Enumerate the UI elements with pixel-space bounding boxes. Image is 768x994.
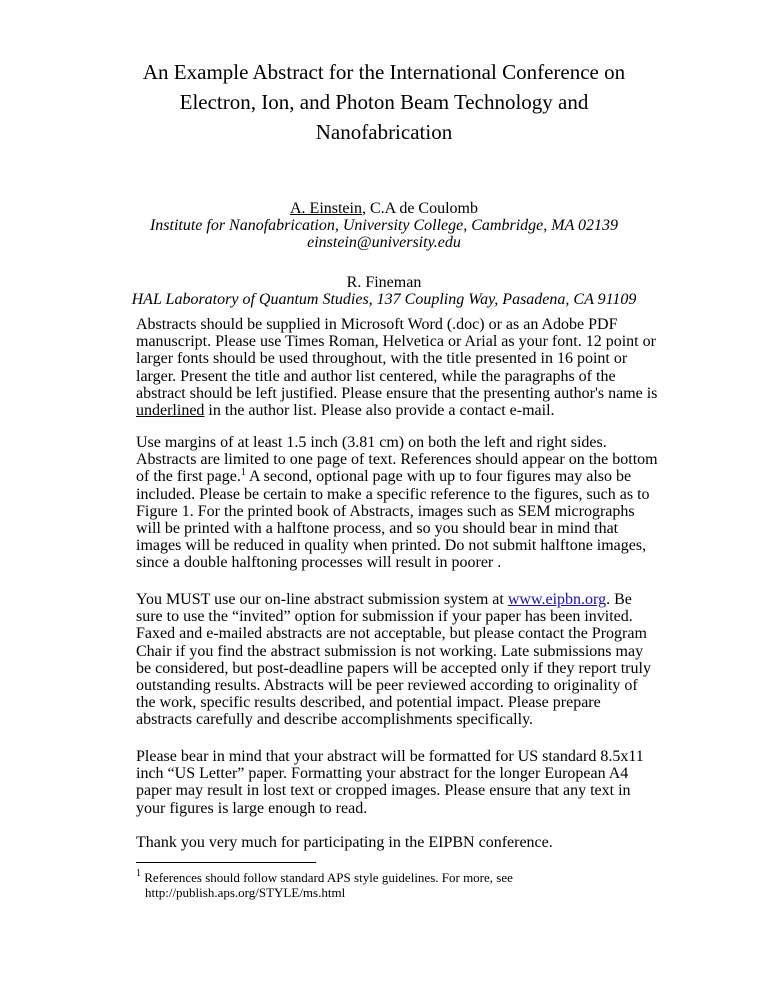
text-line: Abstracts are limited to one page of text. References should appear on the bottom <box>136 451 658 469</box>
footnote-mark: 1 <box>136 868 141 879</box>
text-line <box>136 468 676 485</box>
text-line: images will be reduced in quality when printed. Do not submit halftone images, <box>136 537 647 555</box>
text-line: Please bear in mind that your abstract will be formatted for US standard 8.5x11 <box>136 748 644 765</box>
text-line: outstanding results. Abstracts will be peer reviewed according to originality of <box>136 677 638 695</box>
text-line: the work, specific results described, and potential impact. Please prepare <box>136 694 601 712</box>
eipbn-link[interactable]: www.eipbn.org <box>507 591 607 608</box>
text-segment: References should follow standard APS style guidelines. For more, see <box>141 870 513 885</box>
text-line: larger. Present the title and author list centered, while the paragraphs of the <box>136 367 616 385</box>
text-line: manuscript. Please use Times Roman, Helvetica or Arial as your font. 12 point or <box>136 333 656 351</box>
footnote-divider <box>136 862 316 863</box>
text-line: your figures is large enough to read. <box>136 799 368 817</box>
title-line: An Example Abstract for the International Conference on <box>142 60 626 84</box>
text-line: included. Please be certain to make a specific reference to the figures, such as to <box>136 485 650 503</box>
paragraph-4 <box>136 748 676 817</box>
text-line: Chair if you find the abstract submission is not working. Late submissions may <box>136 642 644 660</box>
text-line: paper may result in lost text or cropped images. Please ensure that any text in <box>136 782 631 800</box>
paragraph-3 <box>136 591 676 729</box>
paragraph-1 <box>136 316 676 419</box>
footnote-reference[interactable]: 1 <box>240 467 246 479</box>
text-segment: A second, optional page with up to four figures may also be <box>245 468 632 486</box>
page-title <box>0 57 768 147</box>
footnote-url: http://publish.aps.org/STYLE/ms.html <box>145 885 346 900</box>
text-line: abstracts carefully and describe accomplishments specifically. <box>136 711 534 729</box>
text-line: Faxed and e-mailed abstracts are not acceptable, but please contact the Program <box>136 625 647 643</box>
text-line: Abstracts should be supplied in Microsoft Word (.doc) or as an Adobe PDF <box>136 316 618 333</box>
text-line: sure to use the “invited” option for submission if your paper has been invited. <box>136 608 633 626</box>
text-line <box>136 402 676 419</box>
underlined-word: underlined <box>136 402 205 420</box>
affiliation: HAL Laboratory of Quantum Studies, 137 Coupling Way, Pasadena, CA 91109 <box>131 291 637 309</box>
text-line <box>136 591 676 608</box>
author-name: R. Fineman <box>346 274 422 291</box>
text-segment: . Be <box>606 591 632 608</box>
author-list <box>0 200 768 217</box>
footnote <box>136 870 513 900</box>
thanks-paragraph <box>136 834 676 851</box>
text-line: be considered, but post-deadline papers will be accepted only if they report truly <box>136 659 651 677</box>
author-block-1 <box>0 200 768 252</box>
presenting-author: A. Einstein <box>289 200 362 217</box>
text-segment: You MUST use our on-line abstract submission system at <box>136 591 508 608</box>
text-line: Figure 1. For the printed book of Abstracts, images such as SEM micrographs <box>136 502 635 520</box>
footnote-line <box>136 870 513 885</box>
text-line: inch “US Letter” paper. Formatting your abstract for the longer European A4 <box>136 765 629 783</box>
text-segment: in the author list. Please also provide a contact e-mail. <box>204 402 555 420</box>
title-line: Electron, Ion, and Photon Beam Technology and <box>179 90 589 114</box>
title-line: Nanofabrication <box>315 120 453 144</box>
text-line: since a double halftoning processes will result in poorer . <box>136 554 502 572</box>
affiliation: Institute for Nanofabrication, University College, Cambridge, MA 02139 <box>149 217 619 235</box>
text-segment: of the first page. <box>136 468 241 486</box>
author-block-2 <box>0 274 768 308</box>
text-line: abstract should be left justified. Please ensure that the presenting author's name is <box>136 384 658 402</box>
text-line: Thank you very much for participating in the EIPBN conference. <box>136 834 553 851</box>
paragraph-2 <box>136 434 676 572</box>
text-line: larger fonts should be used throughout, with the title presented in 16 point or <box>136 350 628 368</box>
coauthor: , C.A de Coulomb <box>361 200 478 217</box>
contact-email: einstein@university.edu <box>307 234 461 252</box>
text-line: will be printed with a halftone process, and so you should bear in mind that <box>136 520 619 538</box>
text-line: Use margins of at least 1.5 inch (3.81 cm) on both the left and right sides. <box>136 434 607 451</box>
